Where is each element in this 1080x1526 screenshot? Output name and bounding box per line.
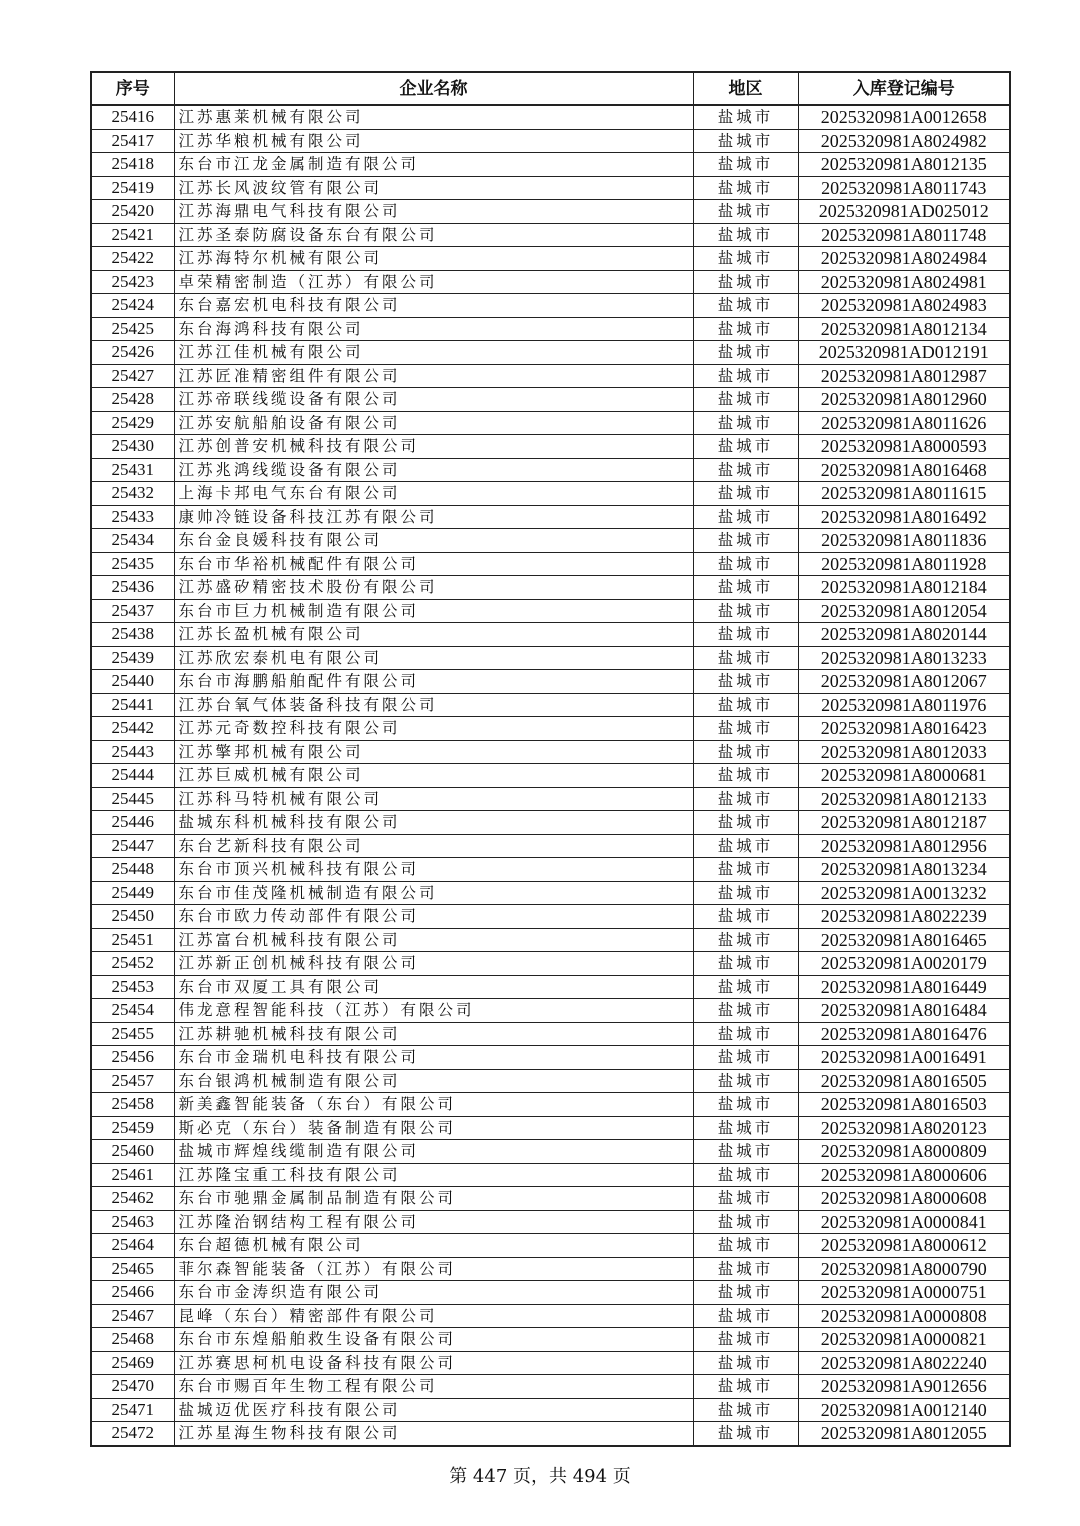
cell-registration-number: 2025320981A8012055 [798,1422,1010,1446]
table-row [91,928,1010,952]
table-row [91,693,1010,717]
cell-registration-number: 2025320981A8020144 [798,623,1010,647]
table-row [91,623,1010,647]
table-row [91,388,1010,412]
cell-region: 盐城市 [693,670,798,694]
cell-region: 盐城市 [693,294,798,318]
table-row [91,317,1010,341]
table-row [91,576,1010,600]
table-row [91,1304,1010,1328]
table-row [91,176,1010,200]
cell-company-name: 昆峰（东台）精密部件有限公司 [174,1304,693,1328]
cell-serial-number: 25429 [91,411,174,435]
table-row [91,529,1010,553]
cell-registration-number: 2025320981A8012960 [798,388,1010,412]
table-row [91,364,1010,388]
cell-region: 盐城市 [693,1022,798,1046]
cell-company-name: 盐城市辉煌线缆制造有限公司 [174,1140,693,1164]
cell-registration-number: 2025320981A8000809 [798,1140,1010,1164]
cell-serial-number: 25420 [91,200,174,224]
cell-company-name: 江苏赛思柯机电设备科技有限公司 [174,1351,693,1375]
cell-company-name: 江苏欣宏泰机电有限公司 [174,646,693,670]
table-row [91,905,1010,929]
cell-serial-number: 25439 [91,646,174,670]
page-number: 第 447 页，共 494 页 [449,1466,631,1487]
cell-serial-number: 25425 [91,317,174,341]
cell-serial-number: 25457 [91,1069,174,1093]
cell-region: 盐城市 [693,411,798,435]
cell-registration-number: 2025320981A8016505 [798,1069,1010,1093]
cell-company-name: 东台市顶兴机械科技有限公司 [174,858,693,882]
cell-company-name: 江苏元奇数控科技有限公司 [174,717,693,741]
cell-serial-number: 25450 [91,905,174,929]
cell-serial-number: 25455 [91,1022,174,1046]
table-row [91,1422,1010,1446]
table-row [91,153,1010,177]
header-region: 地区 [693,72,798,105]
cell-region: 盐城市 [693,1163,798,1187]
table-row [91,341,1010,365]
cell-serial-number: 25460 [91,1140,174,1164]
header-registration-number: 入库登记编号 [798,72,1010,105]
cell-registration-number: 2025320981A8011928 [798,552,1010,576]
cell-region: 盐城市 [693,129,798,153]
cell-region: 盐城市 [693,1281,798,1305]
cell-company-name: 江苏新正创机械科技有限公司 [174,952,693,976]
table-row [91,505,1010,529]
cell-region: 盐城市 [693,881,798,905]
cell-region: 盐城市 [693,153,798,177]
cell-region: 盐城市 [693,787,798,811]
cell-region: 盐城市 [693,858,798,882]
cell-company-name: 江苏海鼎电气科技有限公司 [174,200,693,224]
table-row [91,1187,1010,1211]
cell-region: 盐城市 [693,1140,798,1164]
cell-serial-number: 25471 [91,1398,174,1422]
cell-registration-number: 2025320981A8013233 [798,646,1010,670]
table-row [91,1022,1010,1046]
cell-serial-number: 25444 [91,764,174,788]
cell-registration-number: 2025320981A8013234 [798,858,1010,882]
cell-serial-number: 25427 [91,364,174,388]
cell-serial-number: 25454 [91,999,174,1023]
table-row [91,834,1010,858]
cell-company-name: 东台市东煌船舶救生设备有限公司 [174,1328,693,1352]
cell-company-name: 江苏创普安机械科技有限公司 [174,435,693,459]
cell-company-name: 盐城东科机械科技有限公司 [174,811,693,835]
cell-region: 盐城市 [693,505,798,529]
cell-region: 盐城市 [693,928,798,952]
cell-registration-number: 2025320981A0000821 [798,1328,1010,1352]
table-row [91,1046,1010,1070]
cell-company-name: 东台市双厦工具有限公司 [174,975,693,999]
cell-company-name: 江苏隆治钢结构工程有限公司 [174,1210,693,1234]
table-row [91,458,1010,482]
cell-company-name: 江苏长盈机械有限公司 [174,623,693,647]
cell-company-name: 江苏安航船舶设备有限公司 [174,411,693,435]
cell-company-name: 江苏圣泰防腐设备东台有限公司 [174,223,693,247]
cell-region: 盐城市 [693,623,798,647]
cell-serial-number: 25426 [91,341,174,365]
cell-company-name: 东台嘉宏机电科技有限公司 [174,294,693,318]
cell-company-name: 东台市佳茂隆机械制造有限公司 [174,881,693,905]
cell-company-name: 东台市赐百年生物工程有限公司 [174,1375,693,1399]
cell-registration-number: 2025320981A8011748 [798,223,1010,247]
cell-company-name: 江苏盛矽精密技术股份有限公司 [174,576,693,600]
cell-serial-number: 25453 [91,975,174,999]
cell-registration-number: 2025320981A8000790 [798,1257,1010,1281]
cell-registration-number: 2025320981A8024982 [798,129,1010,153]
cell-registration-number: 2025320981A8022239 [798,905,1010,929]
cell-region: 盐城市 [693,482,798,506]
cell-registration-number: 2025320981A8016449 [798,975,1010,999]
cell-company-name: 伟龙意程智能科技（江苏）有限公司 [174,999,693,1023]
cell-registration-number: 2025320981A8016503 [798,1093,1010,1117]
table-row [91,552,1010,576]
cell-registration-number: 2025320981A8000681 [798,764,1010,788]
table-row [91,1281,1010,1305]
cell-registration-number: 2025320981AD025012 [798,200,1010,224]
cell-region: 盐城市 [693,1187,798,1211]
cell-registration-number: 2025320981A8012956 [798,834,1010,858]
cell-serial-number: 25435 [91,552,174,576]
cell-region: 盐城市 [693,1375,798,1399]
cell-registration-number: 2025320981A8024981 [798,270,1010,294]
cell-serial-number: 25459 [91,1116,174,1140]
cell-company-name: 斯必克（东台）装备制造有限公司 [174,1116,693,1140]
cell-registration-number: 2025320981A8011836 [798,529,1010,553]
cell-region: 盐城市 [693,646,798,670]
header-serial-number: 序号 [91,72,174,105]
cell-company-name: 江苏巨威机械有限公司 [174,764,693,788]
cell-serial-number: 25462 [91,1187,174,1211]
cell-company-name: 江苏惠莱机械有限公司 [174,105,693,129]
cell-registration-number: 2025320981A8012054 [798,599,1010,623]
cell-region: 盐城市 [693,200,798,224]
cell-registration-number: 2025320981A0020179 [798,952,1010,976]
table-body [91,105,1010,1446]
cell-company-name: 东台市华裕机械配件有限公司 [174,552,693,576]
cell-region: 盐城市 [693,576,798,600]
cell-registration-number: 2025320981A0012658 [798,105,1010,129]
cell-region: 盐城市 [693,317,798,341]
cell-serial-number: 25449 [91,881,174,905]
cell-region: 盐城市 [693,599,798,623]
cell-region: 盐城市 [693,1351,798,1375]
cell-registration-number: 2025320981A0012140 [798,1398,1010,1422]
cell-company-name: 东台市巨力机械制造有限公司 [174,599,693,623]
cell-company-name: 东台市海鹏船舶配件有限公司 [174,670,693,694]
table-row [91,200,1010,224]
cell-registration-number: 2025320981A8016476 [798,1022,1010,1046]
table-row [91,247,1010,271]
cell-region: 盐城市 [693,975,798,999]
cell-serial-number: 25440 [91,670,174,694]
cell-registration-number: 2025320981A8012184 [798,576,1010,600]
cell-serial-number: 25438 [91,623,174,647]
cell-registration-number: 2025320981A8012067 [798,670,1010,694]
cell-serial-number: 25424 [91,294,174,318]
table-row [91,482,1010,506]
cell-serial-number: 25456 [91,1046,174,1070]
cell-registration-number: 2025320981A8012135 [798,153,1010,177]
cell-serial-number: 25432 [91,482,174,506]
table-row [91,670,1010,694]
cell-company-name: 东台海鸿科技有限公司 [174,317,693,341]
table-row [91,811,1010,835]
cell-serial-number: 25446 [91,811,174,835]
cell-serial-number: 25452 [91,952,174,976]
cell-serial-number: 25422 [91,247,174,271]
cell-region: 盐城市 [693,740,798,764]
cell-company-name: 江苏科马特机械有限公司 [174,787,693,811]
cell-registration-number: 2025320981A0000808 [798,1304,1010,1328]
cell-region: 盐城市 [693,364,798,388]
cell-serial-number: 25433 [91,505,174,529]
cell-company-name: 东台艺新科技有限公司 [174,834,693,858]
cell-serial-number: 25431 [91,458,174,482]
table-row [91,952,1010,976]
cell-serial-number: 25451 [91,928,174,952]
cell-company-name: 江苏耕驰机械科技有限公司 [174,1022,693,1046]
cell-serial-number: 25421 [91,223,174,247]
table-row [91,270,1010,294]
cell-registration-number: 2025320981A8020123 [798,1116,1010,1140]
table-row [91,1163,1010,1187]
cell-serial-number: 25442 [91,717,174,741]
cell-company-name: 江苏帝联线缆设备有限公司 [174,388,693,412]
cell-company-name: 江苏台氧气体装备科技有限公司 [174,693,693,717]
cell-company-name: 东台金良媛科技有限公司 [174,529,693,553]
cell-company-name: 江苏华粮机械有限公司 [174,129,693,153]
cell-serial-number: 25461 [91,1163,174,1187]
cell-region: 盐城市 [693,1210,798,1234]
cell-registration-number: 2025320981A8016484 [798,999,1010,1023]
enterprise-table [90,71,1011,1447]
cell-registration-number: 2025320981A8012134 [798,317,1010,341]
cell-registration-number: 2025320981A8011976 [798,693,1010,717]
cell-company-name: 东台银鸿机械制造有限公司 [174,1069,693,1093]
table-row [91,999,1010,1023]
cell-registration-number: 2025320981AD012191 [798,341,1010,365]
cell-serial-number: 25437 [91,599,174,623]
cell-region: 盐城市 [693,247,798,271]
cell-company-name: 江苏匠准精密组件有限公司 [174,364,693,388]
table-row [91,740,1010,764]
cell-company-name: 东台超德机械有限公司 [174,1234,693,1258]
cell-region: 盐城市 [693,952,798,976]
cell-region: 盐城市 [693,834,798,858]
cell-registration-number: 2025320981A8011626 [798,411,1010,435]
table-row [91,1093,1010,1117]
cell-serial-number: 25470 [91,1375,174,1399]
cell-region: 盐城市 [693,529,798,553]
cell-registration-number: 2025320981A8012033 [798,740,1010,764]
cell-company-name: 卓荣精密制造（江苏）有限公司 [174,270,693,294]
cell-company-name: 东台市江龙金属制造有限公司 [174,153,693,177]
header-company-name: 企业名称 [174,72,693,105]
cell-registration-number: 2025320981A8012187 [798,811,1010,835]
cell-serial-number: 25448 [91,858,174,882]
cell-company-name: 盐城迈优医疗科技有限公司 [174,1398,693,1422]
cell-region: 盐城市 [693,1116,798,1140]
cell-registration-number: 2025320981A8000612 [798,1234,1010,1258]
cell-registration-number: 2025320981A8022240 [798,1351,1010,1375]
cell-registration-number: 2025320981A8012987 [798,364,1010,388]
cell-registration-number: 2025320981A8016465 [798,928,1010,952]
cell-serial-number: 25468 [91,1328,174,1352]
table-row [91,105,1010,129]
table-row [91,858,1010,882]
table-row [91,1234,1010,1258]
cell-company-name: 东台市欧力传动部件有限公司 [174,905,693,929]
cell-serial-number: 25467 [91,1304,174,1328]
cell-company-name: 江苏长风波纹管有限公司 [174,176,693,200]
cell-company-name: 东台市金瑞机电科技有限公司 [174,1046,693,1070]
cell-serial-number: 25447 [91,834,174,858]
cell-region: 盐城市 [693,341,798,365]
table-row [91,1351,1010,1375]
cell-registration-number: 2025320981A8000606 [798,1163,1010,1187]
table-row [91,975,1010,999]
cell-serial-number: 25419 [91,176,174,200]
table-header [91,72,1010,105]
cell-region: 盐城市 [693,811,798,835]
table-row [91,435,1010,459]
cell-region: 盐城市 [693,223,798,247]
table-row [91,1210,1010,1234]
cell-region: 盐城市 [693,1422,798,1446]
cell-serial-number: 25469 [91,1351,174,1375]
cell-company-name: 江苏星海生物科技有限公司 [174,1422,693,1446]
table-row [91,717,1010,741]
cell-region: 盐城市 [693,905,798,929]
cell-registration-number: 2025320981A8024984 [798,247,1010,271]
table-row [91,1116,1010,1140]
cell-region: 盐城市 [693,1328,798,1352]
cell-company-name: 江苏江佳机械有限公司 [174,341,693,365]
cell-registration-number: 2025320981A0000841 [798,1210,1010,1234]
cell-region: 盐城市 [693,270,798,294]
cell-registration-number: 2025320981A0016491 [798,1046,1010,1070]
cell-registration-number: 2025320981A8000593 [798,435,1010,459]
cell-region: 盐城市 [693,764,798,788]
cell-serial-number: 25441 [91,693,174,717]
cell-company-name: 新美鑫智能装备（东台）有限公司 [174,1093,693,1117]
table-row [91,787,1010,811]
cell-serial-number: 25458 [91,1093,174,1117]
cell-registration-number: 2025320981A8011743 [798,176,1010,200]
cell-serial-number: 25430 [91,435,174,459]
table-row [91,1140,1010,1164]
cell-registration-number: 2025320981A8012133 [798,787,1010,811]
cell-region: 盐城市 [693,1234,798,1258]
table-row [91,411,1010,435]
table-row [91,1257,1010,1281]
cell-registration-number: 2025320981A8016468 [798,458,1010,482]
table-row [91,294,1010,318]
cell-serial-number: 25423 [91,270,174,294]
cell-region: 盐城市 [693,693,798,717]
cell-registration-number: 2025320981A0000751 [798,1281,1010,1305]
table-row [91,129,1010,153]
cell-serial-number: 25463 [91,1210,174,1234]
table-row [91,599,1010,623]
cell-region: 盐城市 [693,105,798,129]
cell-region: 盐城市 [693,552,798,576]
cell-serial-number: 25417 [91,129,174,153]
cell-serial-number: 25472 [91,1422,174,1446]
cell-registration-number: 2025320981A0013232 [798,881,1010,905]
cell-region: 盐城市 [693,1257,798,1281]
cell-registration-number: 2025320981A8000608 [798,1187,1010,1211]
cell-serial-number: 25434 [91,529,174,553]
cell-region: 盐城市 [693,717,798,741]
cell-serial-number: 25445 [91,787,174,811]
cell-region: 盐城市 [693,1069,798,1093]
cell-region: 盐城市 [693,1304,798,1328]
cell-region: 盐城市 [693,1398,798,1422]
cell-region: 盐城市 [693,388,798,412]
cell-company-name: 江苏兆鸿线缆设备有限公司 [174,458,693,482]
cell-company-name: 东台市金涛织造有限公司 [174,1281,693,1305]
table-row [91,881,1010,905]
cell-company-name: 江苏海特尔机械有限公司 [174,247,693,271]
cell-serial-number: 25436 [91,576,174,600]
cell-company-name: 东台市驰鼎金属制品制造有限公司 [174,1187,693,1211]
cell-registration-number: 2025320981A8016423 [798,717,1010,741]
cell-company-name: 上海卡邦电气东台有限公司 [174,482,693,506]
cell-region: 盐城市 [693,176,798,200]
table-row [91,1375,1010,1399]
cell-serial-number: 25428 [91,388,174,412]
cell-company-name: 菲尔森智能装备（江苏）有限公司 [174,1257,693,1281]
cell-serial-number: 25464 [91,1234,174,1258]
cell-serial-number: 25418 [91,153,174,177]
table-row [91,1398,1010,1422]
table-row [91,1069,1010,1093]
cell-registration-number: 2025320981A8016492 [798,505,1010,529]
cell-company-name: 江苏隆宝重工科技有限公司 [174,1163,693,1187]
cell-serial-number: 25465 [91,1257,174,1281]
table-row [91,646,1010,670]
table-row [91,1328,1010,1352]
header-row [91,72,1010,105]
cell-serial-number: 25466 [91,1281,174,1305]
cell-registration-number: 2025320981A8024983 [798,294,1010,318]
table-row [91,223,1010,247]
cell-company-name: 康帅冷链设备科技江苏有限公司 [174,505,693,529]
cell-serial-number: 25416 [91,105,174,129]
cell-company-name: 江苏富台机械科技有限公司 [174,928,693,952]
cell-company-name: 江苏擎邦机械有限公司 [174,740,693,764]
cell-registration-number: 2025320981A8011615 [798,482,1010,506]
cell-registration-number: 2025320981A9012656 [798,1375,1010,1399]
cell-region: 盐城市 [693,435,798,459]
cell-region: 盐城市 [693,1093,798,1117]
cell-region: 盐城市 [693,458,798,482]
cell-serial-number: 25443 [91,740,174,764]
cell-region: 盐城市 [693,999,798,1023]
table-row [91,764,1010,788]
cell-region: 盐城市 [693,1046,798,1070]
